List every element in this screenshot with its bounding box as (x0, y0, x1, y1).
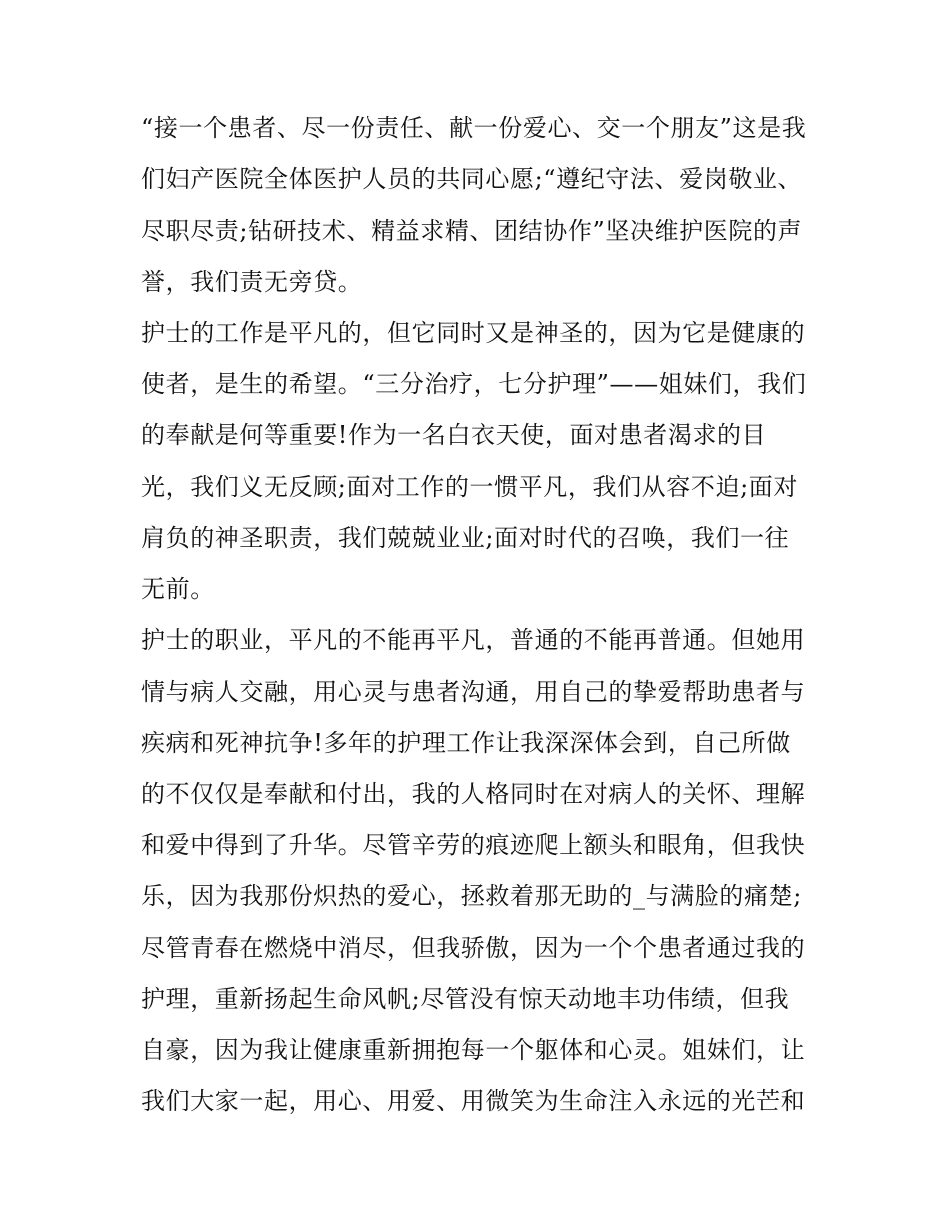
text-line: 护士的工作是平凡的，但它同时又是神圣的，因为它是健康的 (141, 319, 806, 347)
text-line: 情与病人交融，用心灵与患者沟通，用自己的挚爱帮助患者与 (141, 678, 806, 706)
text-line: 誉，我们责无旁贷。 (141, 268, 363, 296)
text-line: 护理，重新扬起生命风帆;尽管没有惊天动地丰功伟绩，但我 (141, 985, 790, 1013)
text-line: 护士的职业，平凡的不能再平凡，普通的不能再普通。但她用 (141, 626, 806, 654)
text-line: 疾病和死神抗争!多年的护理工作让我深深体会到，自己所做 (141, 729, 791, 757)
text-line: 无前。 (141, 575, 215, 603)
text-line: 们妇产医院全体医护人员的共同心愿;“遵纪守法、爱岗敬业、 (141, 165, 803, 193)
text-line: 尽管青春在燃烧中消尽，但我骄傲，因为一个个患者通过我的 (141, 934, 806, 962)
text-line: 光，我们义无反顾;面对工作的一惯平凡，我们从容不迫;面对 (141, 473, 798, 501)
text-line: 自豪，因为我让健康重新拥抱每一个躯体和心灵。姐妹们，让 (141, 1036, 806, 1064)
text-line: 肩负的神圣职责，我们兢兢业业;面对时代的召唤，我们一往 (141, 524, 790, 552)
text-line: 乐，因为我那份炽热的爱心，拯救着那无助的_与满脸的痛楚; (141, 882, 802, 910)
text-line: 的奉献是何等重要!作为一名白衣天使，面对患者渴求的目 (141, 421, 767, 449)
text-line: “接一个患者、尽一份责任、献一份爱心、交一个朋友”这是我 (141, 114, 807, 142)
text-line: 和爱中得到了升华。尽管辛劳的痕迹爬上额头和眼角，但我快 (141, 831, 806, 859)
text-line: 尽职尽责;钻研技术、精益求精、团结协作”坚决维护医院的声 (141, 217, 803, 245)
text-line: 使者，是生的希望。“三分治疗，七分护理”——姐妹们，我们 (141, 370, 807, 398)
text-line: 的不仅仅是奉献和付出，我的人格同时在对病人的关怀、理解 (141, 780, 806, 808)
text-line: 我们大家一起，用心、用爱、用微笑为生命注入永远的光芒和 (141, 1087, 806, 1115)
